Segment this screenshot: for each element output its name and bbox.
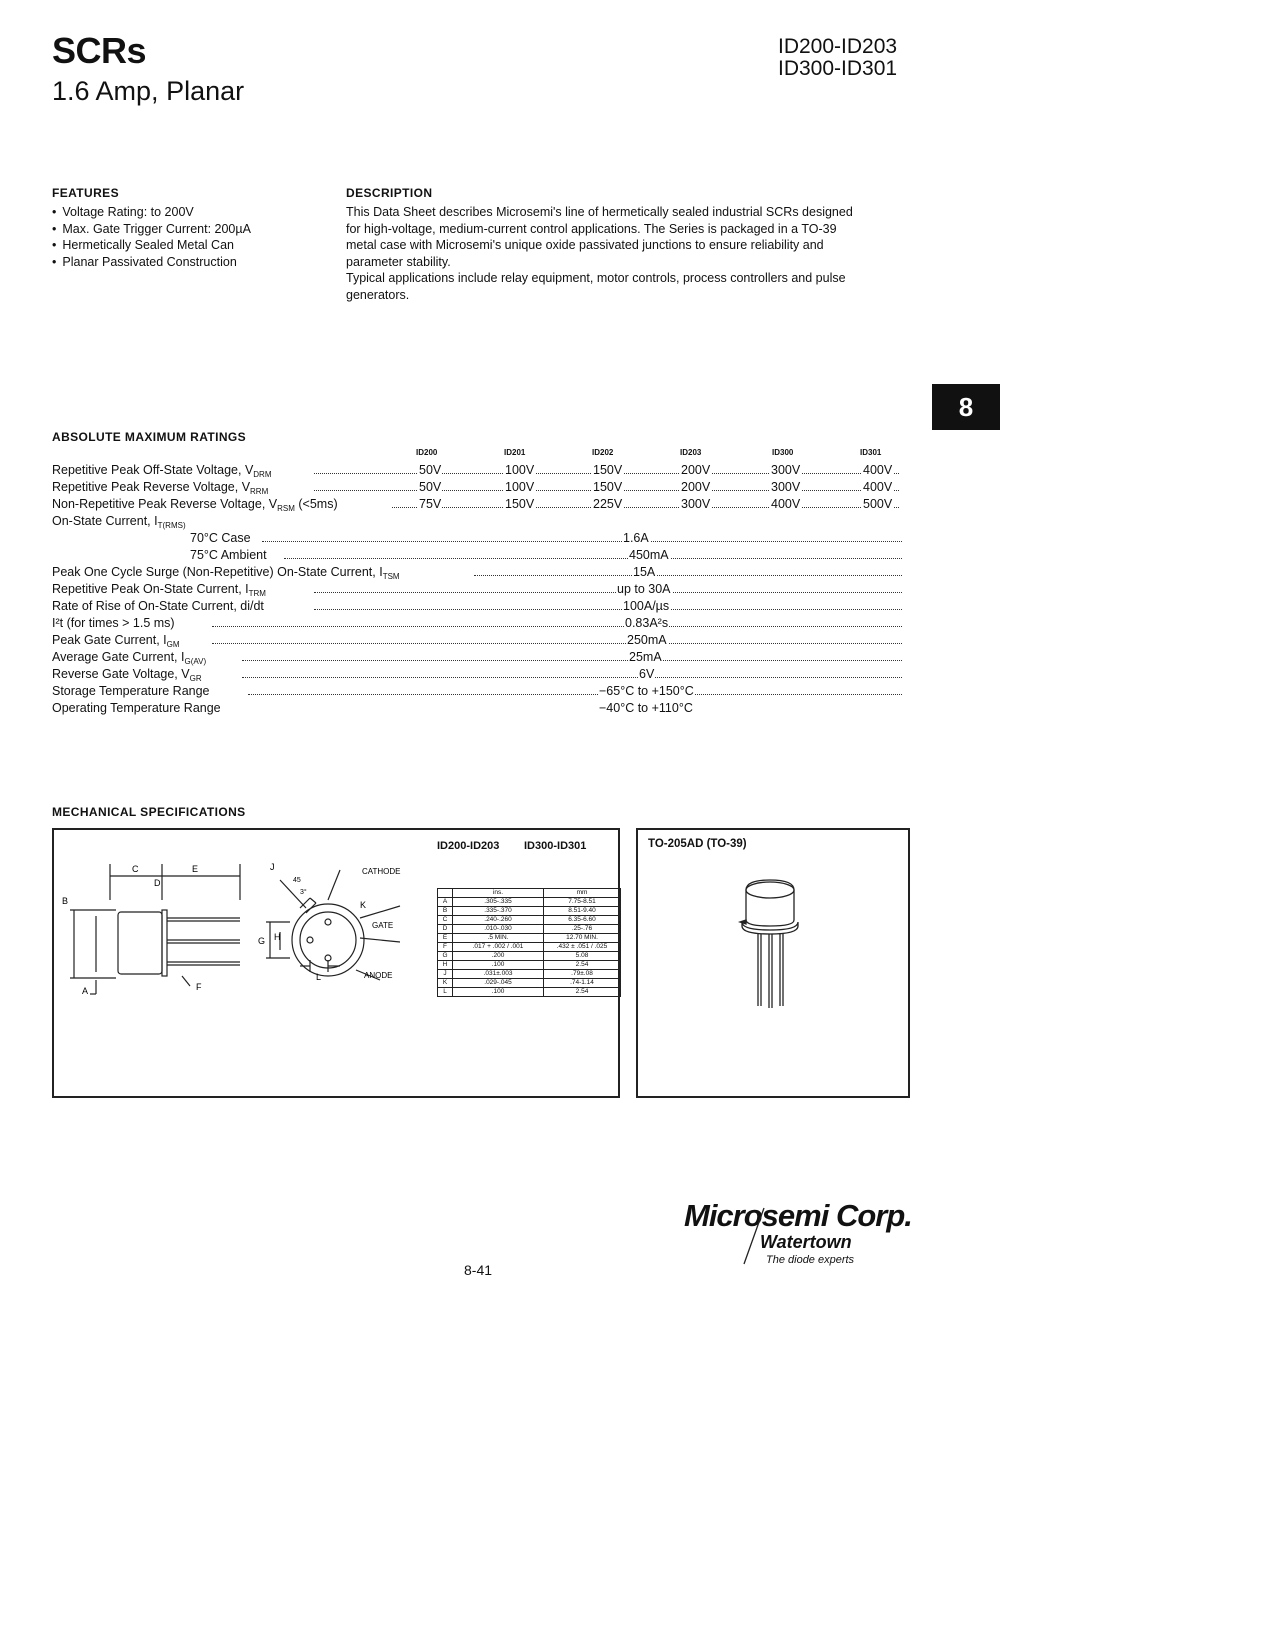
- col-header: ID203: [680, 448, 702, 457]
- page-number: 8-41: [464, 1262, 493, 1278]
- package-outline-drawing: [60, 860, 440, 1040]
- company-tagline: The diode experts: [766, 1254, 855, 1266]
- rating-value: 200V: [681, 480, 711, 494]
- table-row: J .031±.003 .79±.08: [438, 970, 621, 979]
- ratings-heading: ABSOLUTE MAXIMUM RATINGS: [52, 430, 247, 444]
- mechanical-col-header: ID200-ID203: [437, 840, 500, 852]
- rating-label: Repetitive Peak Off-State Voltage, $V_{DRM}$: [52, 463, 272, 479]
- rating-label: Rate of Rise of On-State Current, di/dt: [52, 599, 264, 613]
- rating-row-i2t: [52, 615, 912, 632]
- dim-label-g: G: [258, 936, 266, 946]
- rating-value: 300V: [681, 497, 711, 511]
- terminal-label-gate: GATE: [372, 921, 394, 930]
- terminal-label-anode: ANODE: [364, 971, 393, 980]
- table-row: A .305-.335 7.75-8.51: [438, 898, 621, 907]
- rating-value: 100V: [505, 480, 535, 494]
- feature-item: • Voltage Rating: to 200V: [52, 204, 251, 221]
- table-row: D .010-.030 .25-.76: [438, 925, 621, 934]
- table-row: K .029-.045 .74-1.14: [438, 979, 621, 988]
- dimension-table: [437, 888, 621, 997]
- rating-value: 25mA: [629, 650, 662, 664]
- dim-label-h: H: [274, 932, 281, 942]
- feature-item: • Hermetically Sealed Metal Can: [52, 237, 251, 254]
- rating-row-vgr: [52, 666, 912, 683]
- rating-row-vdrm: [52, 462, 912, 479]
- dim-label-d: D: [154, 878, 161, 888]
- page-title: SCRs: [52, 30, 147, 71]
- rating-value: 400V: [863, 463, 893, 477]
- features-section: [52, 186, 251, 270]
- rating-value: 150V: [593, 480, 623, 494]
- mechanical-heading: MECHANICAL SPECIFICATIONS: [52, 805, 246, 819]
- rating-label: Reverse Gate Voltage, $V_{GR}$: [52, 667, 202, 683]
- rating-value: 15A: [633, 565, 656, 579]
- section-tab: 8: [932, 384, 1000, 430]
- part-number-range: ID300-ID301: [778, 57, 898, 80]
- rating-row-ambient: [52, 547, 912, 564]
- description-paragraph: This Data Sheet describes Microsemi's line of hermetically sealed industrial SCRs designed for high-voltage, medium-current control applications. The Series is packaged in a TO-39 metal case with Microsemi's unique oxide passivated junctions to ensure reliability and parameter stability.: [346, 205, 853, 269]
- rating-label: Repetitive Peak On-State Current, $I_{TRM}$: [52, 582, 266, 598]
- rating-label: On-State Current, $I_{T(RMS)}$: [52, 514, 186, 530]
- rating-label: Peak One Cycle Surge (Non-Repetitive) On-State Current, $I_{TSM}$: [52, 565, 400, 581]
- rating-row-itrm: [52, 581, 912, 598]
- rating-row-igm: [52, 632, 912, 649]
- rating-value: 300V: [771, 480, 801, 494]
- table-row: C .240-.260 6.35-6.60: [438, 916, 621, 925]
- rating-value: 0.83A²s: [625, 616, 669, 630]
- rating-row-surge: [52, 564, 912, 581]
- rating-row-didt: [52, 598, 912, 615]
- rating-value: 75V: [419, 497, 442, 511]
- rating-value: 150V: [505, 497, 535, 511]
- ratings-section: [52, 430, 912, 715]
- rating-label: Repetitive Peak Reverse Voltage, $V_{RRM}$: [52, 480, 269, 496]
- rating-value: 6V: [639, 667, 655, 681]
- rating-value: 225V: [593, 497, 623, 511]
- rating-label: Operating Temperature Range: [52, 701, 221, 715]
- company-logo: Microsemi Corp.: [684, 1198, 912, 1233]
- rating-value: 100A/µs: [623, 599, 670, 613]
- rating-label: 70°C Case: [190, 531, 251, 545]
- dim-label-f: F: [196, 982, 202, 992]
- company-location: Watertown: [760, 1232, 852, 1252]
- rating-label: Peak Gate Current, $I_{GM}$: [52, 633, 180, 649]
- col-header: ID300: [772, 448, 794, 457]
- rating-row-case: [52, 530, 912, 547]
- dim-label-angle: 45: [293, 877, 301, 884]
- rating-value: 200V: [681, 463, 711, 477]
- page-subtitle: 1.6 Amp, Planar: [52, 76, 245, 106]
- description-heading: DESCRIPTION: [346, 186, 433, 200]
- col-header: ID201: [504, 448, 526, 457]
- description-paragraph: Typical applications include relay equipment, motor controls, process controllers and pulse generators.: [346, 271, 846, 302]
- rating-value: −65°C to +150°C: [599, 684, 694, 698]
- dim-label-degrees: 3°: [300, 889, 307, 896]
- rating-label: Storage Temperature Range: [52, 684, 210, 698]
- rating-row-operating: [52, 700, 912, 717]
- table-row: G .200 5.08: [438, 952, 621, 961]
- rating-label: Average Gate Current, $I_{G(AV)}$: [52, 650, 207, 666]
- rating-value: 50V: [419, 480, 442, 494]
- rating-value: −40°C to +110°C: [599, 701, 693, 715]
- rating-row-vrsm: [52, 496, 912, 513]
- table-row: E .5 MIN. 12.70 MIN.: [438, 934, 621, 943]
- rating-row-igav: [52, 649, 912, 666]
- rating-value: 450mA: [629, 548, 669, 562]
- transistor-can-icon: [736, 876, 806, 1016]
- dim-label-l: L: [316, 972, 322, 982]
- feature-item: • Max. Gate Trigger Current: 200µA: [52, 221, 251, 238]
- dim-label-k: K: [360, 900, 367, 910]
- table-row: F .017 + .002 / .001 .432 ± .051 / .025: [438, 943, 621, 952]
- dim-label-b: B: [62, 896, 69, 906]
- mechanical-col-header: ID300-ID301: [524, 840, 587, 852]
- rating-value: 150V: [593, 463, 623, 477]
- col-header: ID200: [416, 448, 438, 457]
- description-section: [346, 186, 866, 303]
- rating-value: 100V: [505, 463, 535, 477]
- rating-value: 50V: [419, 463, 442, 477]
- dim-label-j: J: [270, 862, 275, 872]
- part-number-range: ID200-ID203: [778, 35, 898, 58]
- table-header-row: ins. mm: [438, 889, 621, 898]
- rating-value: 250mA: [627, 633, 667, 647]
- rating-label: 75°C Ambient: [190, 548, 267, 562]
- rating-value: 400V: [771, 497, 801, 511]
- package-title: TO-205AD (TO-39): [648, 838, 747, 850]
- rating-value: 300V: [771, 463, 801, 477]
- col-header: ID301: [860, 448, 882, 457]
- dim-label-a: A: [82, 986, 89, 996]
- rating-row-storage: [52, 683, 912, 700]
- col-header: ID202: [592, 448, 614, 457]
- rating-row-onstate: [52, 513, 912, 530]
- rating-row-vrrm: [52, 479, 912, 496]
- table-row: L .100 2.54: [438, 988, 621, 997]
- table-row: B .335-.370 8.51-9.40: [438, 907, 621, 916]
- dim-label-e: E: [192, 864, 199, 874]
- rating-value: 500V: [863, 497, 893, 511]
- features-heading: FEATURES: [52, 186, 119, 200]
- terminal-label-cathode: CATHODE: [362, 867, 401, 876]
- rating-label: I²t (for times > 1.5 ms): [52, 616, 175, 630]
- feature-item: • Planar Passivated Construction: [52, 254, 251, 271]
- rating-value: 400V: [863, 480, 893, 494]
- part-numbers: [778, 36, 897, 80]
- rating-value: 1.6A: [623, 531, 649, 545]
- logo-slash-icon: [740, 1206, 770, 1266]
- dim-label-c: C: [132, 864, 139, 874]
- table-row: H .100 2.54: [438, 961, 621, 970]
- rating-label: Non-Repetitive Peak Reverse Voltage, $V_{RSM}$ (<5ms): [52, 497, 338, 513]
- rating-value: up to 30A: [617, 582, 671, 596]
